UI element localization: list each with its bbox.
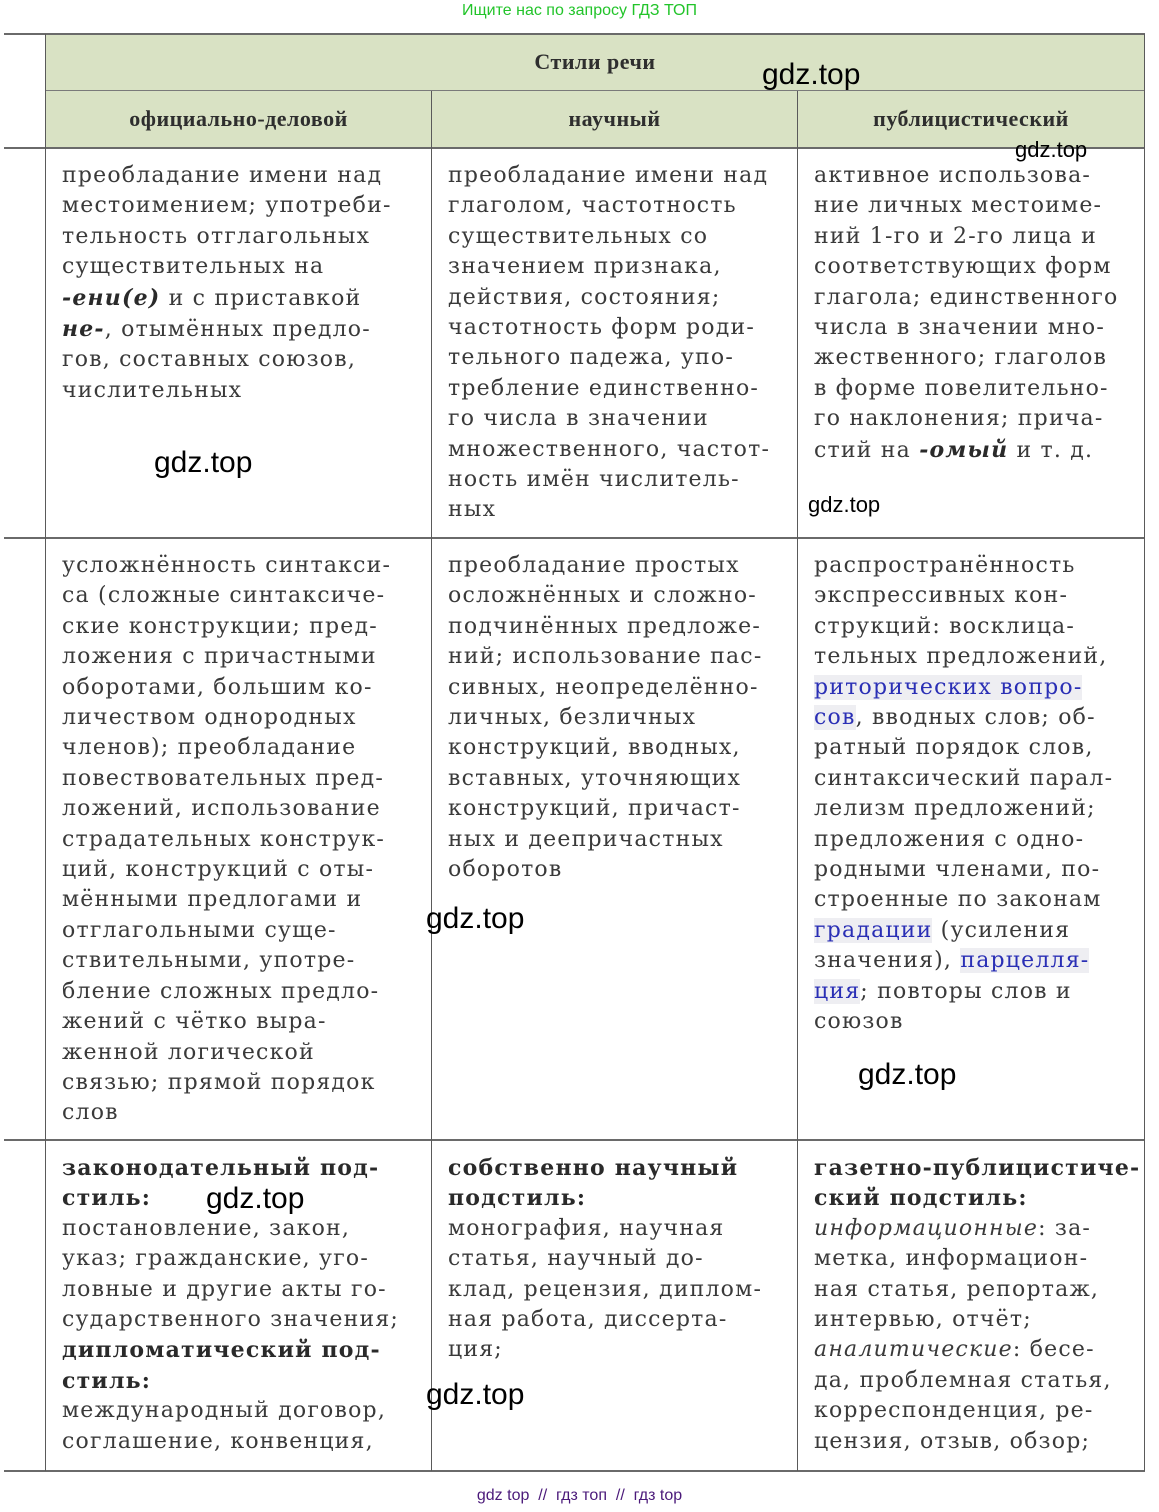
- text-line: ция;: [448, 1337, 503, 1363]
- text-line: существительных на: [62, 254, 325, 280]
- row-divider-1: [4, 537, 1145, 539]
- text-line: ние личных местоиме-: [814, 193, 1103, 219]
- substyle-heading: подстиль:: [448, 1185, 587, 1212]
- text-fragment: (усиления: [932, 917, 1071, 943]
- text-line: [814, 1214, 1140, 1244]
- text-line: сударственного значения;: [62, 1307, 400, 1333]
- text-line: множественного, частот-: [448, 436, 771, 462]
- watermark: gdz.top: [1015, 137, 1088, 162]
- text-line: да, проблемная статья,: [814, 1367, 1112, 1393]
- text-line: тельного падежа, упо-: [448, 345, 734, 371]
- text-line: [814, 673, 1113, 703]
- text-line: личеством однородных: [62, 705, 357, 731]
- text-line: слов: [62, 1100, 119, 1126]
- text-line: ские конструкции; пред-: [62, 613, 378, 639]
- text-line: ных и деепричастных: [448, 826, 724, 852]
- text-line: [62, 314, 392, 345]
- text-line: числа в значении мно-: [814, 315, 1105, 341]
- cell-official-lexis: [62, 161, 392, 406]
- cell-publicistic-substyles: [814, 1153, 1140, 1457]
- text-line: преобладание имени над: [62, 163, 383, 188]
- cell-official-syntax: [62, 551, 391, 1129]
- watermark: gdz.top: [426, 902, 525, 935]
- text-line: са (сложные синтаксиче-: [62, 583, 386, 609]
- cell-publicistic-syntax: [814, 551, 1113, 1038]
- table-bottom-border: [4, 1470, 1145, 1472]
- text-line: ная статья, репортаж,: [814, 1276, 1100, 1302]
- text-fragment: и т. д.: [1008, 437, 1094, 463]
- text-fragment: ; повторы слов и: [860, 978, 1072, 1004]
- cell-scientific-substyles: [448, 1153, 762, 1366]
- substyle-heading: ский подстиль:: [814, 1185, 1028, 1212]
- text-line: ность имён числитель-: [448, 467, 740, 493]
- text-line: соглашение, конвенция,: [62, 1428, 374, 1454]
- link-parcellation[interactable]: парцелля-: [960, 948, 1090, 974]
- column-header-scientific: научный: [568, 106, 661, 131]
- link-gradation[interactable]: градации: [814, 917, 933, 943]
- text-line: глаголом, частотность: [448, 193, 737, 219]
- cell-scientific-syntax: [448, 551, 762, 885]
- text-line: осложнённых и сложно-: [448, 583, 757, 609]
- text-line: ций, конструкций с оты-: [62, 857, 375, 883]
- text-line: клад, рецензия, диплом-: [448, 1276, 763, 1302]
- text-line: ний 1-го и 2-го лица и: [814, 223, 1097, 249]
- column-header-publicistic: публицистический: [873, 106, 1069, 131]
- watermark: gdz.top: [762, 58, 861, 91]
- right-border: [1144, 34, 1145, 1471]
- text-line: [814, 435, 1118, 466]
- text-line: вставных, уточняющих: [448, 765, 742, 791]
- text-line: интервью, отчёт;: [814, 1307, 1032, 1333]
- text-fragment: : за-: [1038, 1215, 1092, 1241]
- text-line: ратный порядок слов,: [814, 735, 1094, 761]
- text-line: [62, 283, 392, 314]
- text-line: оборотами, большим ко-: [62, 674, 373, 700]
- cell-scientific-lexis: [448, 161, 770, 526]
- left-border: [45, 34, 46, 1471]
- substyle-heading: стиль:: [62, 1367, 152, 1394]
- table-title: Стили речи: [534, 49, 656, 74]
- text-fragment: : бесе-: [1012, 1337, 1095, 1363]
- text-line: тельных предложений,: [814, 644, 1108, 670]
- text-line: лелизм предложений;: [814, 796, 1096, 822]
- text-line: сивных, неопределённо-: [448, 674, 759, 700]
- text-line: гов, составных союзов,: [62, 347, 357, 373]
- col-divider-2: [797, 91, 798, 1471]
- row-divider-2: [4, 1139, 1145, 1141]
- text-line: преобладание простых: [448, 553, 740, 578]
- text-line: значением признака,: [448, 254, 722, 280]
- substyle-heading: законодательный под-: [62, 1155, 380, 1181]
- genre-group-label: информационные: [814, 1215, 1039, 1241]
- text-fragment: , вводных слов; об-: [855, 705, 1096, 731]
- col-divider-1: [431, 91, 432, 1471]
- text-line: конструкций, причаст-: [448, 796, 741, 822]
- text-line: [814, 703, 1113, 733]
- text-line: требление единственно-: [448, 375, 760, 401]
- text-line: оборотов: [448, 857, 563, 883]
- watermark: gdz.top: [206, 1182, 305, 1215]
- text-line: го числа в значении: [448, 406, 709, 432]
- text-line: союзов: [814, 1009, 904, 1035]
- text-line: ложения с причастными: [62, 644, 377, 670]
- text-line: числительных: [62, 377, 243, 403]
- suffix-example: -ени(е): [62, 284, 161, 311]
- text-line: ложений, использование: [62, 796, 381, 822]
- prefix-example: не-: [62, 316, 105, 343]
- genre-group-label: аналитические: [814, 1337, 1013, 1363]
- text-fragment: , отымённых предло-: [104, 317, 371, 343]
- watermark: gdz.top: [858, 1058, 957, 1091]
- text-line: повествовательных пред-: [62, 765, 385, 791]
- text-line: бление сложных предло-: [62, 978, 380, 1004]
- text-fragment: стий на: [814, 437, 920, 463]
- link-parcellation[interactable]: ция: [814, 978, 861, 1004]
- text-line: корреспонденция, ре-: [814, 1398, 1094, 1424]
- text-line: го наклонения; прича-: [814, 406, 1104, 432]
- text-line: активное использова-: [814, 163, 1092, 188]
- text-line: струкций: восклица-: [814, 613, 1075, 639]
- text-line: метка, информацион-: [814, 1246, 1089, 1272]
- substyle-heading: газетно-публицистиче-: [814, 1155, 1141, 1181]
- text-line: ний; использование пас-: [448, 644, 763, 670]
- watermark: gdz.top: [426, 1378, 525, 1411]
- text-line: [814, 977, 1113, 1007]
- text-line: ных: [448, 497, 497, 523]
- text-line: ствительными, употре-: [62, 948, 356, 974]
- text-line: мёнными предлогами и: [62, 887, 363, 913]
- text-line: жественного; глаголов: [814, 345, 1108, 371]
- text-line: членов); преобладание: [62, 735, 357, 761]
- text-line: жений с чётко выра-: [62, 1009, 327, 1035]
- text-line: ловные и другие акты го-: [62, 1276, 387, 1302]
- text-line: [814, 916, 1113, 946]
- text-line: местоимением; употреби-: [62, 193, 392, 219]
- text-line: существительных со: [448, 223, 709, 249]
- text-line: действия, состояния;: [448, 284, 721, 310]
- text-line: [814, 1335, 1140, 1365]
- text-line: статья, научный до-: [448, 1246, 704, 1272]
- text-line: частотность форм роди-: [448, 315, 755, 341]
- text-line: отглагольными суще-: [62, 917, 337, 943]
- link-rhetorical-questions[interactable]: сов: [814, 705, 856, 731]
- text-line: указ; гражданские, уго-: [62, 1246, 369, 1272]
- text-line: экспрессивных кон-: [814, 583, 1069, 609]
- text-fragment: и с приставкой: [160, 285, 362, 311]
- text-line: цензия, отзыв, обзор;: [814, 1428, 1091, 1454]
- cell-publicistic-lexis: [814, 161, 1118, 466]
- text-line: синтаксический парал-: [814, 765, 1114, 791]
- substyle-heading: стиль:: [62, 1185, 152, 1212]
- header-bottom-border: [4, 147, 1145, 149]
- text-line: связью; прямой порядок: [62, 1069, 376, 1095]
- watermark: gdz.top: [154, 446, 253, 479]
- text-line: монография, научная: [448, 1215, 725, 1241]
- text-line: преобладание имени над: [448, 163, 769, 188]
- text-line: личных, безличных: [448, 705, 697, 731]
- text-line: [814, 946, 1113, 976]
- suffix-example: -омый: [919, 436, 1009, 463]
- text-fragment: значения),: [814, 948, 961, 974]
- text-line: глагола; единственного: [814, 284, 1119, 310]
- column-header-official: официально-деловой: [129, 106, 348, 131]
- substyle-heading: собственно научный: [448, 1155, 739, 1181]
- text-line: родными членами, по-: [814, 857, 1101, 883]
- text-line: соответствующих форм: [814, 254, 1112, 280]
- text-line: ная работа, диссерта-: [448, 1307, 728, 1333]
- footer-links[interactable]: gdz top // гдз топ // гдз top: [476, 1487, 683, 1504]
- substyle-heading: дипломатический под-: [62, 1337, 381, 1364]
- text-line: предложения с одно-: [814, 826, 1085, 852]
- text-line: конструкций, вводных,: [448, 735, 741, 761]
- text-line: подчинённых предложе-: [448, 613, 762, 639]
- text-line: страдательных конструк-: [62, 826, 386, 852]
- text-line: строенные по законам: [814, 887, 1102, 913]
- watermark: gdz.top: [808, 492, 881, 517]
- text-line: тельность отглагольных: [62, 223, 371, 249]
- text-line: международный договор,: [62, 1398, 387, 1424]
- text-line: усложнённость синтакси-: [62, 553, 392, 578]
- text-line: в форме повелительно-: [814, 375, 1109, 401]
- search-banner[interactable]: Ищите нас по запросу ГДЗ ТОП: [462, 2, 697, 19]
- text-line: постановление, закон,: [62, 1215, 351, 1241]
- link-rhetorical-questions[interactable]: риторических вопро-: [814, 674, 1083, 700]
- text-line: женной логической: [62, 1039, 315, 1065]
- text-line: распространённость: [814, 553, 1076, 578]
